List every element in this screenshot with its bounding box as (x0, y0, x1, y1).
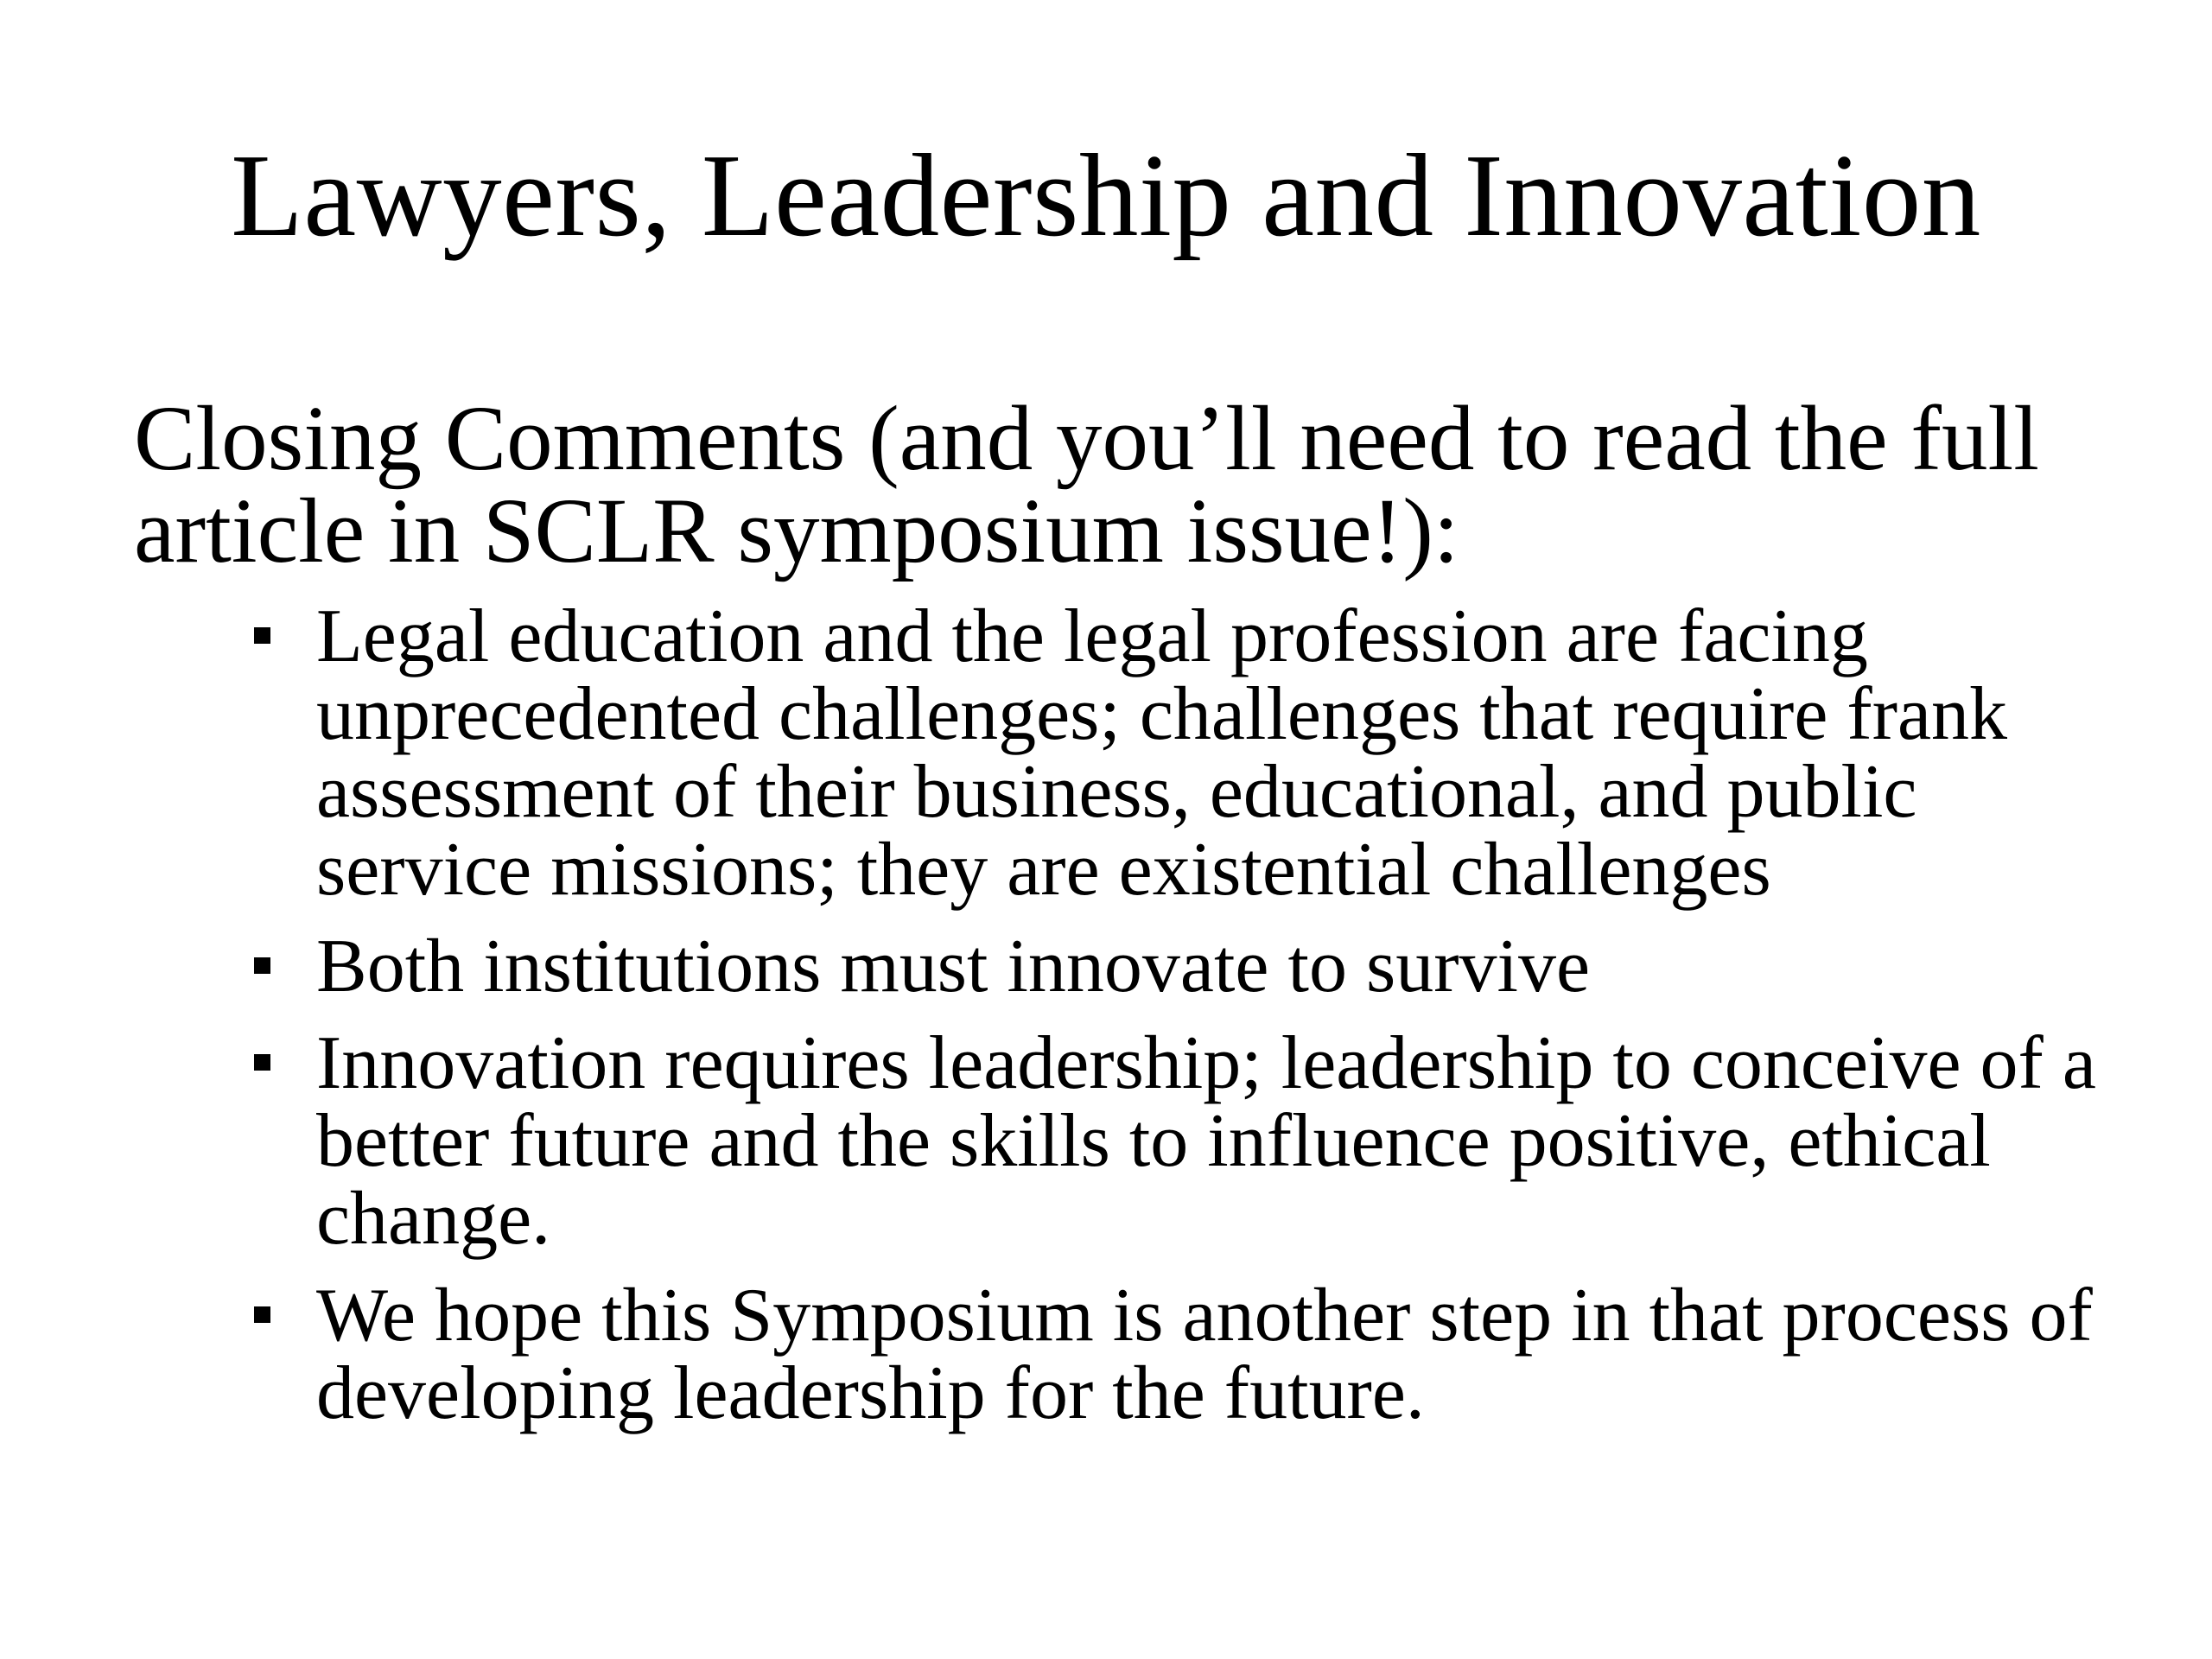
list-item (249, 1274, 2133, 1435)
slide-title: Lawyers, Leadership and Innovation (231, 130, 1981, 261)
bullet-list (249, 594, 2133, 1452)
bullet-text: We hope this Symposium is another step in that process of developing leadership for the future. (316, 1274, 2093, 1435)
square-bullet-icon (254, 957, 270, 974)
intro-text: Closing Comments (and you’ll need to read the full article in SCLR symposium issue!): (134, 388, 2039, 582)
list-item (249, 1021, 2133, 1261)
square-bullet-icon (254, 1054, 270, 1071)
bullet-text: Both institutions must innovate to survive (316, 925, 1590, 1008)
square-bullet-icon (254, 627, 270, 644)
list-item (249, 925, 2133, 1008)
bullet-text: Innovation requires leadership; leadership to conceive of a better future and the skills to influence positive, ethical change. (316, 1021, 2096, 1261)
square-bullet-icon (254, 1306, 270, 1323)
list-item (249, 594, 2133, 912)
bullet-text: Legal education and the legal profession are facing unprecedented challenges; challenges that require frank assessment of their business, educational, and public service missions; they are existential challenges (316, 594, 2008, 912)
